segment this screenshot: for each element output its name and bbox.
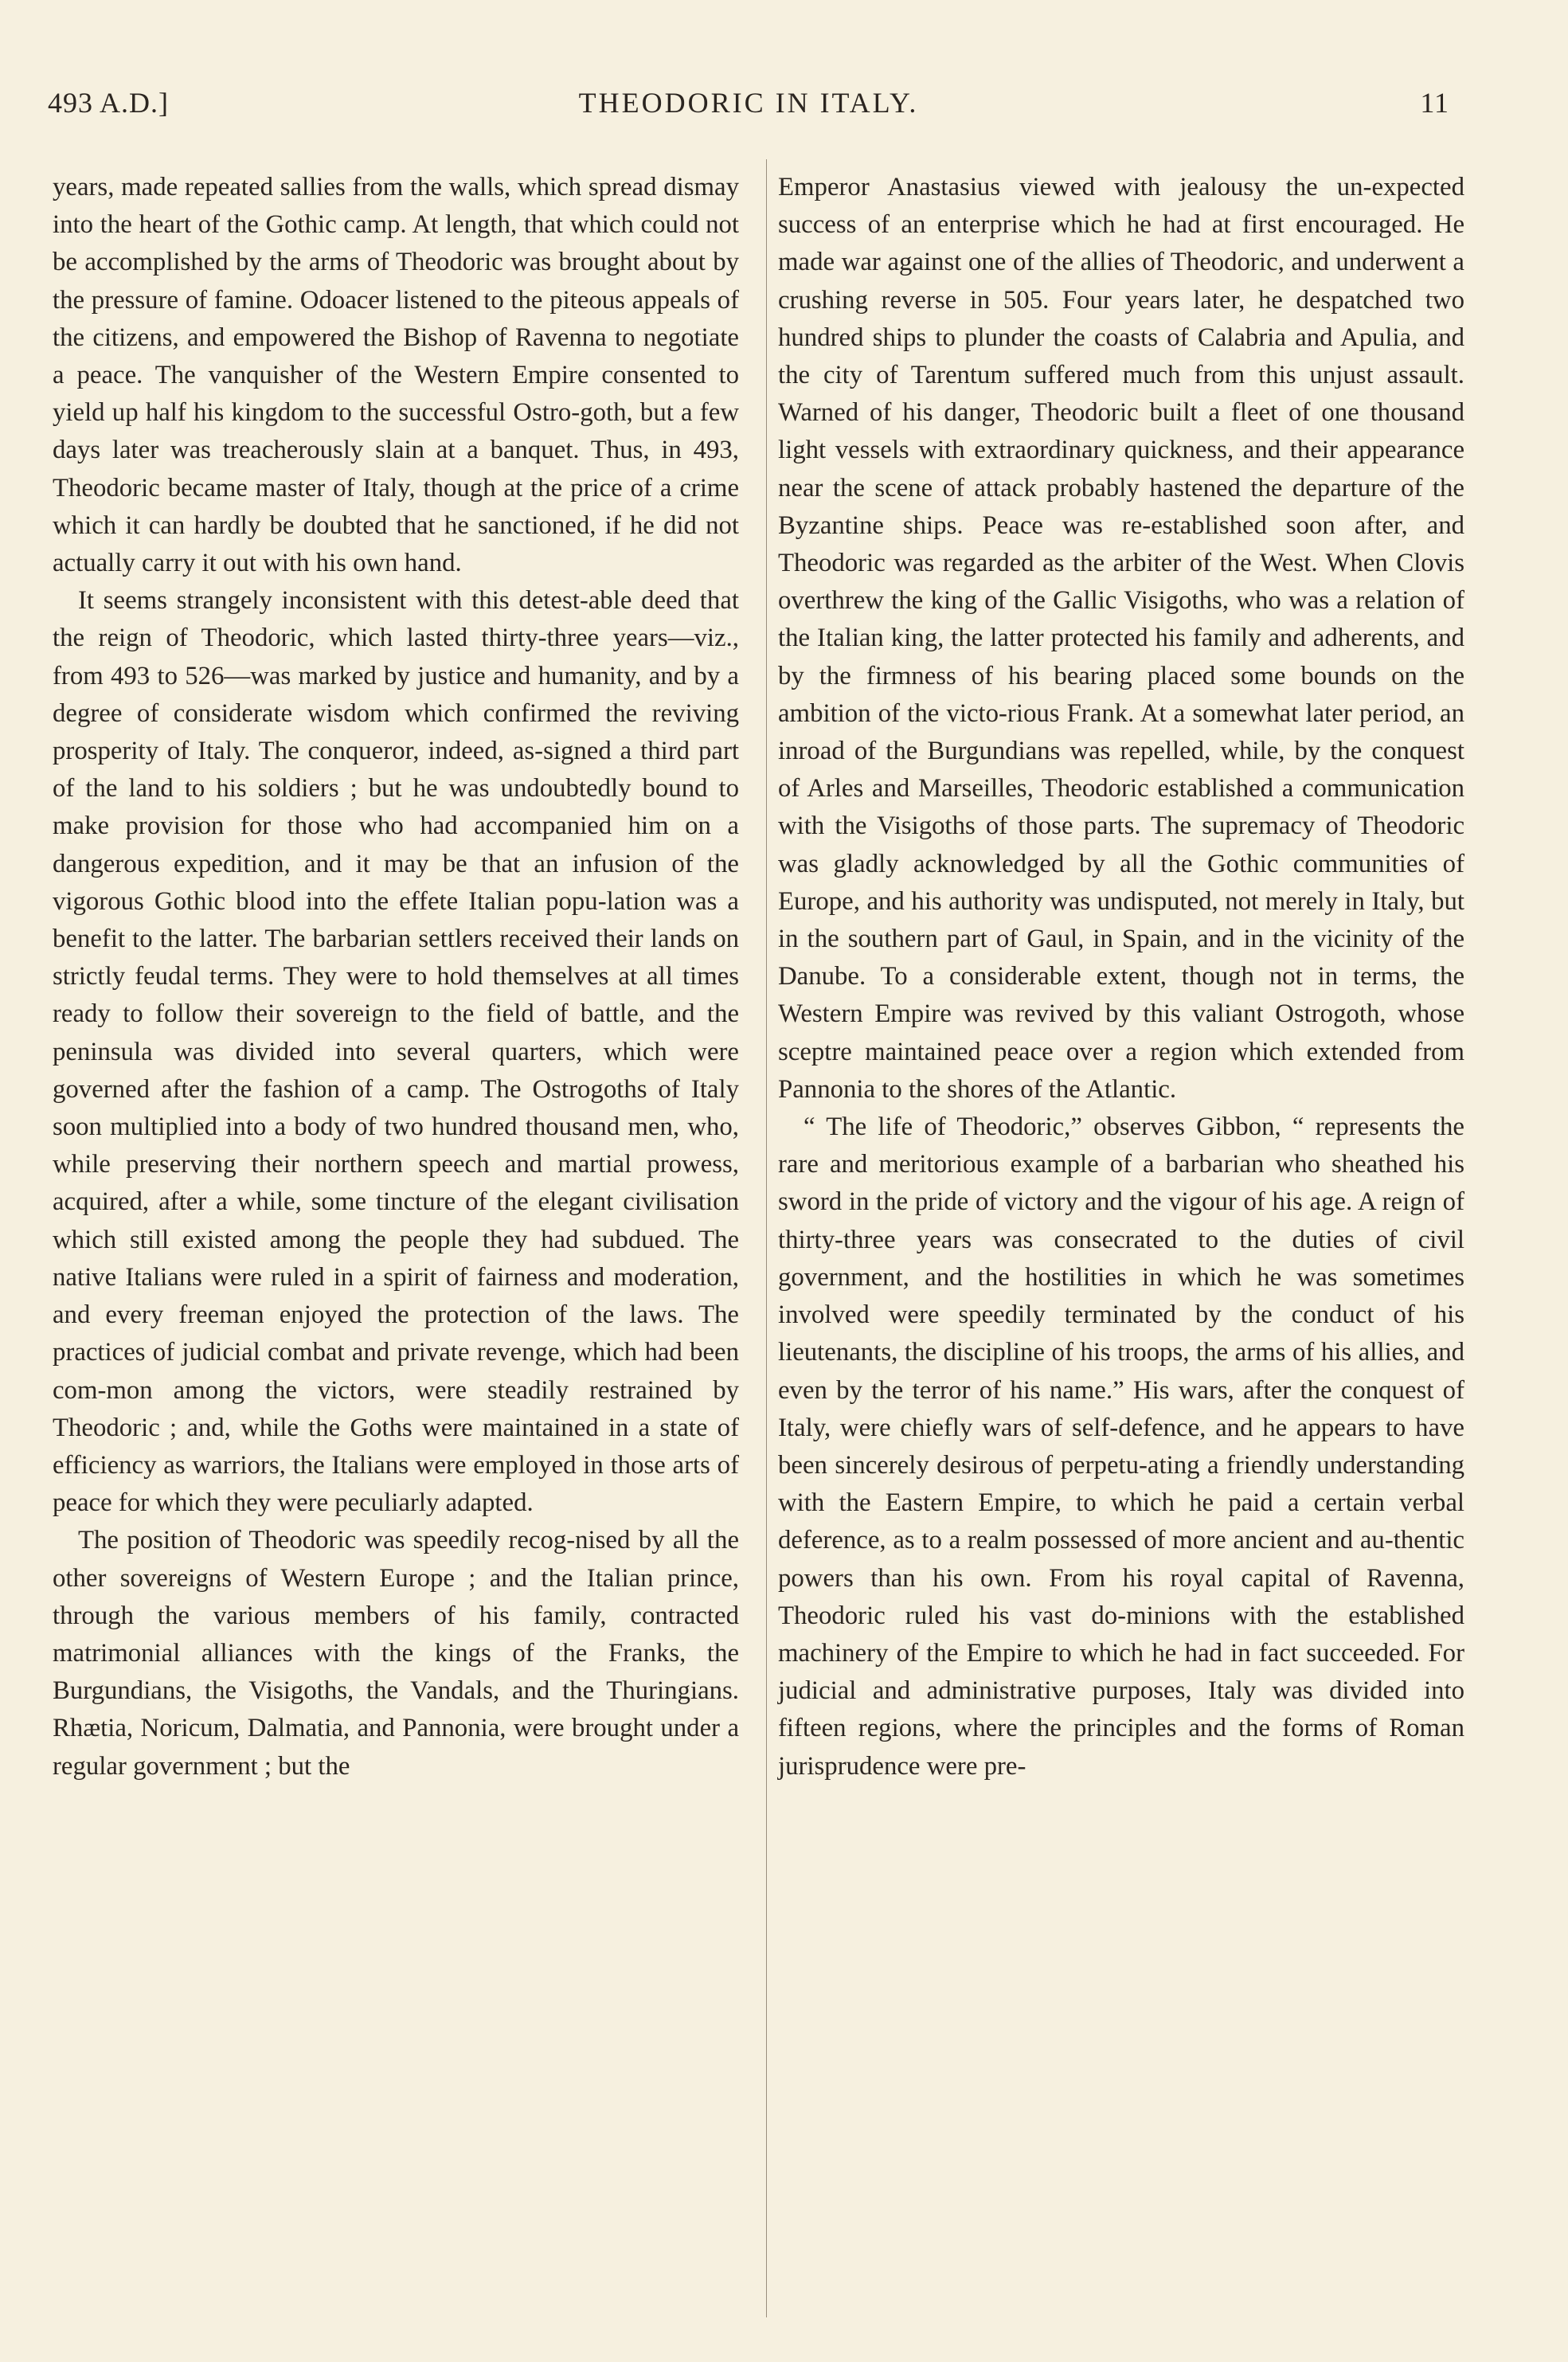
column-divider <box>766 159 767 2317</box>
running-header <box>48 86 1449 134</box>
paragraph: Emperor Anastasius viewed with jealousy the un-expected success of an enterprise which he had at first encouraged. He made war against one of the allies of Theodoric, and underwent a crushing reverse in 505. Four years later, he despatched two hundred ships to plunder the coasts of Calabria and Apulia, and the city of Tarentum suffered much from this unjust assault. Warned of his danger, Theodoric built a fleet of one thousand light vessels with extraordinary quickness, and their appearance near the scene of attack probably hastened the departure of the Byzantine ships. Peace was re-established soon after, and Theodoric was regarded as the arbiter of the West. When Clovis overthrew the king of the Gallic Visigoths, who was a relation of the Italian king, the latter protected his family and adherents, and by the firmness of his bearing placed some bounds on the ambition of the victo-rious Frank. At a somewhat later period, an inroad of the Burgundians was repelled, while, by the conquest of Arles and Marseilles, Theodoric established a communication with the Visigoths of those parts. The supremacy of Theodoric was gladly acknowledged by all the Gothic communities of Europe, and his authority was undisputed, not merely in Italy, but in the southern part of Gaul, in Spain, and in the vicinity of the Danube. To a considerable extent, though not in terms, the Western Empire was revived by this valiant Ostrogoth, whose sceptre maintained peace over a region which extended from Pannonia to the shores of the Atlantic. <box>778 173 1464 1104</box>
paragraph: “ The life of Theodoric,” observes Gibbon, “ represents the rare and meritorious example of a barbarian who sheathed his sword in the pride of victory and the vigour of his age. A reign of thirty-three years was consecrated to the duties of civil government, and the hostilities in which he was sometimes involved were speedily terminated by the conduct of his lieutenants, the discipline of his troops, the arms of his allies, and even by the terror of his name.” His wars, after the conquest of Italy, were chiefly wars of self-defence, and he appears to have been sincerely desirous of perpetu-ating a friendly understanding with the Eastern Empire, to which he paid a certain verbal deference, as to a realm possessed of more ancient and au-thentic powers than his own. From his royal capital of Ravenna, Theodoric ruled his vast do-minions with the established machinery of the Empire to which he had in fact succeeded. For judicial and administrative purposes, Italy was divided into fifteen regions, where the principles and the forms of Roman jurisprudence were pre- <box>778 1113 1464 1781</box>
paragraph: The position of Theodoric was speedily recog-nised by all the other sovereigns of Western Europe ; and the Italian prince, through the various members of his family, contracted matrimonial alliances with the kings of the Franks, the Burgundians, the Visigoths, the Vandals, and the Thuringians. Rhætia, Noricum, Dalmatia, and Pannonia, were brought under a regular government ; but the <box>53 1526 739 1781</box>
header-title: THEODORIC IN ITALY. <box>578 87 919 119</box>
right-column <box>778 169 1464 1785</box>
paragraph: It seems strangely inconsistent with this detest-able deed that the reign of Theodoric, which lasted thirty-three years—viz., from 493 to 526—was marked by justice and humanity, and by a degree of considerate wisdom which confirmed the reviving prosperity of Italy. The conqueror, indeed, as-signed a third part of the land to his soldiers ; but he was undoubtedly bound to make provision for those who had accompanied him on a dangerous expedition, and it may be that an infusion of the vigorous Gothic blood into the effete Italian popu-lation was a benefit to the latter. The barbarian settlers received their lands on strictly feudal terms. They were to hold themselves at all times ready to follow their sovereign to the field of battle, and the peninsula was divided into several quarters, which were governed after the fashion of a camp. The Ostrogoths of Italy soon multiplied into a body of two hundred thousand men, who, while preserving their northern speech and martial prowess, acquired, after a while, some tincture of the elegant civilisation which still existed among the people they had subdued. The native Italians were ruled in a spirit of fairness and moderation, and every freeman enjoyed the protection of the laws. The practices of judicial combat and private revenge, which had been com-mon among the victors, were steadily restrained by Theodoric ; and, while the Goths were maintained in a state of efficiency as warriors, the Italians were employed in those arts of peace for which they were peculiarly adapted. <box>53 586 739 1518</box>
header-date: 493 A.D.] <box>48 87 169 119</box>
paragraph: years, made repeated sallies from the walls, which spread dismay into the heart of the Gothic camp. At length, that which could not be accomplished by the arms of Theodoric was brought about by the pressure of famine. Odoacer listened to the piteous appeals of the citizens, and empowered the Bishop of Ravenna to negotiate a peace. The vanquisher of the Western Empire consented to yield up half his kingdom to the successful Ostro-goth, but a few days later was treacherously slain at a banquet. Thus, in 493, Theodoric became master of Italy, though at the price of a crime which it can hardly be doubted that he sanctioned, if he did not actually carry it out with his own hand. <box>53 173 739 578</box>
left-column <box>53 169 739 1785</box>
page-number: 11 <box>1420 87 1449 119</box>
